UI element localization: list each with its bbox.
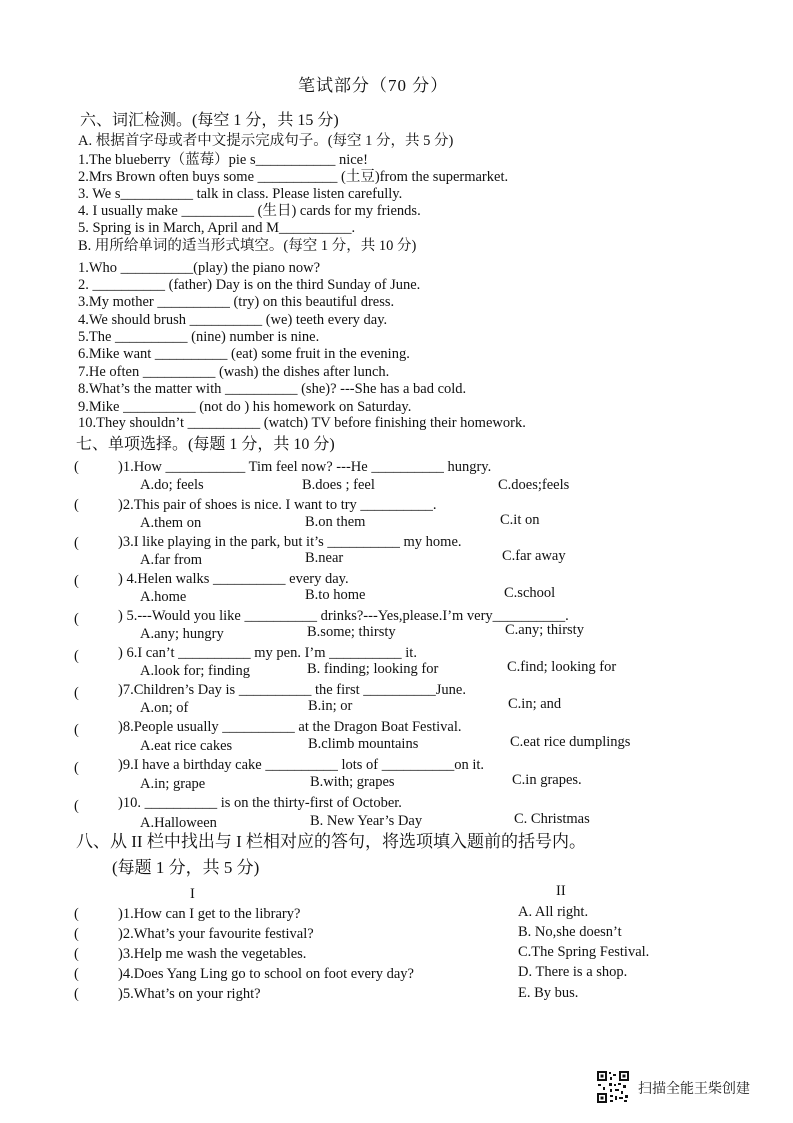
section-7-header: 七、单项选择。(每题 1 分，共 10 分) [76,436,335,453]
vocab-b-item-5: 5.The __________ (nine) number is nine. [78,329,320,345]
option-a: A.Halloween [140,815,217,831]
match-question: )5.What’s on your right? [118,986,261,1002]
section-6a-header: A. 根据首字母或者中文提示完成句子。(每空 1 分，共 5 分) [78,133,454,149]
option-a: A.look for; finding [140,663,250,679]
vocab-b-item-4: 4.We should brush __________ (we) teeth every day. [78,312,388,328]
qr-code-icon [596,1070,630,1104]
option-b: B.does ; feel [302,477,375,493]
option-a: A.do; feels [140,477,204,493]
vocab-a-item-5: 5. Spring is in March, April and M__________. [78,220,356,236]
option-c: C.school [504,585,556,601]
option-b: B.on them [305,514,366,530]
answer-bracket[interactable]: ( [74,906,79,922]
question-text: ) 4.Helen walks __________ every day. [118,571,349,587]
vocab-b-item-7: 7.He often __________ (wash) the dishes after lunch. [78,364,390,380]
answer-bracket[interactable]: ( [74,798,79,814]
option-c: C.far away [502,548,566,564]
option-c: C.find; looking for [507,659,617,675]
option-c: C.does;feels [498,477,570,493]
vocab-a-item-1: 1.The blueberry（蓝莓）pie s___________ nice! [78,152,368,168]
option-b: B.near [305,550,344,566]
option-c: C.eat rice dumplings [510,734,631,750]
answer-bracket[interactable]: ( [74,760,79,776]
option-c: C.it on [500,512,540,528]
option-a: A.on; of [140,700,189,716]
vocab-b-item-6: 6.Mike want __________ (eat) some fruit in the evening. [78,346,410,362]
answer-bracket[interactable]: ( [74,535,79,551]
option-b: B.some; thirsty [307,624,396,640]
answer-bracket[interactable]: ( [74,986,79,1002]
vocab-b-item-2: 2. __________ (father) Day is on the third Sunday of June. [78,277,421,293]
match-answer: D. There is a shop. [518,964,628,980]
option-a: A.them on [140,515,202,531]
question-text: )3.I like playing in the park, but it’s __________ my home. [118,534,462,550]
match-question: )1.How can I get to the library? [118,906,301,922]
match-answer: A. All right. [518,904,589,920]
option-b: B.climb mountains [308,736,419,752]
match-answer: B. No,she doesn’t [518,924,622,940]
vocab-a-item-4: 4. I usually make __________ (生日) cards for my friends. [78,203,421,219]
answer-bracket[interactable]: ( [74,573,79,589]
answer-bracket[interactable]: ( [74,946,79,962]
vocab-b-item-10: 10.They shouldn’t __________ (watch) TV before finishing their homework. [78,415,526,431]
answer-bracket[interactable]: ( [74,722,79,738]
option-a: A.far from [140,552,203,568]
option-a: A.in; grape [140,776,206,792]
scanner-watermark: 扫描全能王柴创建 [638,1081,750,1097]
question-text: ) 5.---Would you like __________ drinks?---Yes,please.I’m very__________. [118,608,569,624]
match-question: )4.Does Yang Ling go to school on foot every day? [118,966,414,982]
option-a: A.home [140,589,187,605]
option-b: B. New Year’s Day [310,813,423,829]
vocab-a-item-2: 2.Mrs Brown often buys some ___________ (土豆)from the supermarket. [78,169,509,185]
answer-bracket[interactable]: ( [74,497,79,513]
answer-bracket[interactable]: ( [74,966,79,982]
option-c: C. Christmas [514,811,590,827]
answer-bracket[interactable]: ( [74,685,79,701]
section-6b-header: B. 用所给单词的适当形式填空。(每空 1 分，共 10 分) [78,238,417,254]
option-a: A.eat rice cakes [140,738,233,754]
match-answer: E. By bus. [518,985,579,1001]
section-8-score: (每题 1 分，共 5 分) [112,858,260,877]
vocab-b-item-9: 9.Mike __________ (not do ) his homework on Saturday. [78,399,412,415]
question-text: )9.I have a birthday cake __________ lots of __________on it. [118,757,485,773]
question-text: )2.This pair of shoes is nice. I want to try __________. [118,497,437,513]
answer-bracket[interactable]: ( [74,459,79,475]
question-text: ) 6.I can’t __________ my pen. I’m __________ it. [118,645,417,661]
vocab-a-item-3: 3. We s__________ talk in class. Please listen carefully. [78,186,403,202]
section-6-header: 六、词汇检测。(每空 1 分，共 15 分) [80,112,339,129]
column-2-heading: II [556,883,566,899]
question-text: )8.People usually __________ at the Dragon Boat Festival. [118,719,462,735]
page-title: 笔试部分（70 分） [298,76,449,95]
option-c: C.in; and [508,696,562,712]
column-1-heading: I [190,886,195,902]
answer-bracket[interactable]: ( [74,648,79,664]
vocab-b-item-8: 8.What’s the matter with __________ (she)? ---She has a bad cold. [78,381,467,397]
option-c: C.any; thirsty [505,622,584,638]
match-answer: C.The Spring Festival. [518,944,650,960]
option-c: C.in grapes. [512,772,582,788]
vocab-b-item-1: 1.Who __________(play) the piano now? [78,260,321,276]
option-b: B.in; or [308,698,353,714]
section-8-header: 八、从 II 栏中找出与 I 栏相对应的答句，将选项填入题前的括号内。 [76,832,586,851]
answer-bracket[interactable]: ( [74,611,79,627]
option-b: B.to home [305,587,366,603]
vocab-b-item-3: 3.My mother __________ (try) on this beautiful dress. [78,294,395,310]
question-text: )10. __________ is on the thirty-first of October. [118,795,402,811]
question-text: )1.How ___________ Tim feel now? ---He __________ hungry. [118,459,492,475]
match-question: )2.What’s your favourite festival? [118,926,314,942]
option-b: B.with; grapes [310,774,395,790]
option-a: A.any; hungry [140,626,224,642]
answer-bracket[interactable]: ( [74,926,79,942]
question-text: )7.Children’s Day is __________ the first __________June. [118,682,466,698]
option-b: B. finding; looking for [307,661,439,677]
match-question: )3.Help me wash the vegetables. [118,946,307,962]
